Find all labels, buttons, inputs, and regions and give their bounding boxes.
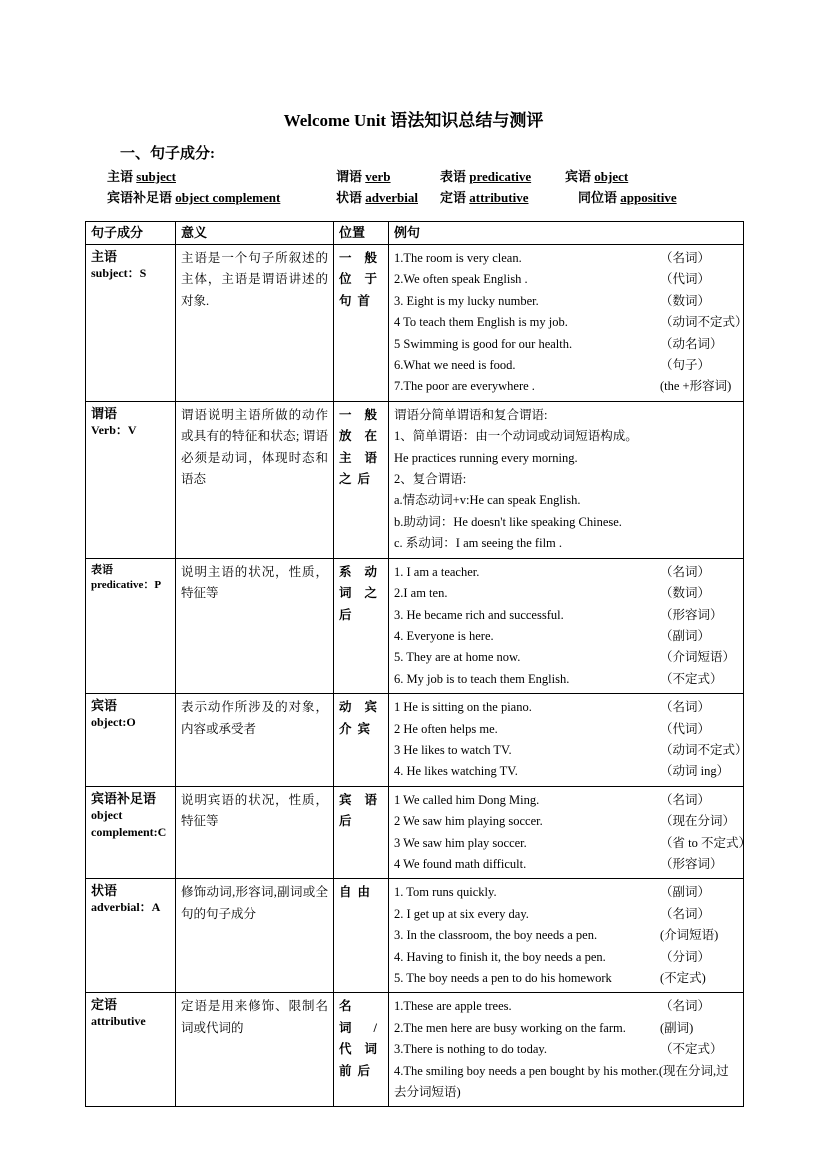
table-row xyxy=(86,879,744,993)
example-note: （省 to 不定式） xyxy=(660,835,751,850)
example-line xyxy=(394,647,738,668)
position-cell: 动宾介宾 xyxy=(334,694,389,787)
example-sentence: 3 We saw him play soccer. xyxy=(394,835,527,850)
meaning-cell: 表示动作所涉及的对象，内容或承受者 xyxy=(176,694,334,787)
example-line xyxy=(394,882,738,903)
example-sentence: c. 系动词：I am seeing the film . xyxy=(394,536,563,551)
example-sentence: 4 We found math difficult. xyxy=(394,856,527,871)
grammar-table xyxy=(85,221,751,1107)
example-line xyxy=(394,490,738,511)
example-line xyxy=(394,697,738,718)
example-sentence: 2. I get up at six every day. xyxy=(394,906,529,921)
examples-cell xyxy=(389,879,744,993)
component-name-en: subject：S xyxy=(91,266,147,280)
example-sentence: 2 We saw him playing soccer. xyxy=(394,814,543,829)
example-line xyxy=(394,376,738,397)
meaning-cell: 说明宾语的状况，性质，特征等 xyxy=(176,786,334,879)
examples-cell xyxy=(389,245,748,402)
table-row xyxy=(86,558,744,693)
example-sentence: a.情态动词+v:He can speak English. xyxy=(394,493,581,508)
example-line xyxy=(394,1039,738,1060)
example-note: (介词短语) xyxy=(660,928,719,943)
component-cell xyxy=(86,879,176,993)
example-line xyxy=(394,1061,738,1104)
example-sentence: 6.What we need is food. xyxy=(394,358,516,373)
example-line xyxy=(394,669,738,690)
example-note: （不定式） xyxy=(660,671,723,686)
table-header-row xyxy=(86,222,744,245)
example-note: （数词） xyxy=(660,293,711,308)
position-cell: 自由 xyxy=(334,879,389,993)
example-sentence: 2.We often speak English . xyxy=(394,272,528,287)
example-note: (副词) xyxy=(660,1020,694,1035)
example-sentence: 4.The smiling boy needs a pen bought by his mother.(现在分词,过去分词短语) xyxy=(394,1063,729,1100)
example-line xyxy=(394,1018,738,1039)
example-line xyxy=(394,583,738,604)
example-note: （名词） xyxy=(660,564,711,579)
term-object-complement: 宾语补足语 object complement xyxy=(107,190,281,205)
example-sentence: 4 To teach them English is my job. xyxy=(394,315,568,330)
component-name-zh: 主语 xyxy=(91,249,118,264)
example-sentence: 7.The poor are everywhere . xyxy=(394,379,535,394)
component-name-en: predicative：P xyxy=(91,578,162,591)
table-row xyxy=(86,694,744,787)
example-line xyxy=(394,405,738,426)
example-note: （名词） xyxy=(660,700,711,715)
example-note: （名词） xyxy=(660,906,711,921)
component-name-en: Verb：V xyxy=(91,422,137,437)
examples-cell xyxy=(389,558,744,693)
example-line xyxy=(394,833,751,854)
component-cell xyxy=(86,694,176,787)
example-line xyxy=(394,761,738,782)
example-sentence: 谓语分简单谓语和复合谓语: xyxy=(394,407,548,422)
component-name-zh: 状语 xyxy=(91,883,118,899)
example-sentence: 3. Eight is my lucky number. xyxy=(394,293,539,308)
example-line xyxy=(394,996,738,1017)
term-attributive: 定语 attributive xyxy=(440,190,529,205)
example-note: （代词） xyxy=(660,272,711,287)
example-note: (the +形容词) xyxy=(660,379,732,394)
example-line xyxy=(394,562,738,583)
term-predicative: 表语 predicative xyxy=(440,169,532,184)
example-line xyxy=(394,925,738,946)
meaning-cell: 主语是一个句子所叙述的主体，主语是谓语讲述的对象. xyxy=(176,245,334,402)
example-sentence: 3.There is nothing to do today. xyxy=(394,1042,547,1057)
example-note: （现在分词） xyxy=(660,814,736,829)
component-name-en: object complement:C xyxy=(91,807,167,839)
component-cell xyxy=(86,558,176,693)
example-note: （介词短语） xyxy=(660,650,736,665)
example-line xyxy=(394,355,738,376)
example-note: （副词） xyxy=(660,885,711,900)
example-line xyxy=(394,719,738,740)
example-line xyxy=(394,533,738,554)
example-sentence: 1.The room is very clean. xyxy=(394,251,522,265)
position-cell: 名词/代词前后 xyxy=(334,993,389,1107)
example-line xyxy=(394,947,738,968)
example-line xyxy=(394,269,738,290)
example-sentence: 6. My job is to teach them English. xyxy=(394,671,570,686)
example-note: (不定式) xyxy=(660,971,706,985)
examples-cell xyxy=(389,993,744,1107)
example-note: （名词） xyxy=(660,251,711,265)
example-line xyxy=(394,512,738,533)
example-note: （名词） xyxy=(660,792,711,807)
example-sentence: b.助动词：He doesn't like speaking Chinese. xyxy=(394,514,622,529)
example-note: （动词 ing） xyxy=(660,764,730,779)
term-adverbial: 状语 adverbial xyxy=(336,190,418,205)
meaning-cell: 修饰动词,形容词,副词或全句的句子成分 xyxy=(176,879,334,993)
header-component: 句子成分 xyxy=(86,222,176,245)
position-cell: 一般位于句首 xyxy=(334,245,389,402)
example-note: （句子） xyxy=(660,358,711,373)
example-line xyxy=(394,904,738,925)
examples-cell xyxy=(389,401,744,558)
term-object: 宾语 object xyxy=(565,169,629,184)
example-line xyxy=(394,790,738,811)
example-note: （动词不定式） xyxy=(660,315,748,330)
example-sentence: 3 He likes to watch TV. xyxy=(394,742,512,757)
example-sentence: 1、简单谓语：由一个动词或动词短语构成。 xyxy=(394,429,638,444)
example-note: （数词） xyxy=(660,586,711,601)
example-sentence: 1. Tom runs quickly. xyxy=(394,885,497,900)
example-note: （形容词） xyxy=(660,856,723,871)
component-name-zh: 表语 xyxy=(91,563,113,576)
example-line xyxy=(394,968,738,989)
component-name-zh: 宾语补足语 xyxy=(91,790,157,806)
example-note: （名词） xyxy=(660,999,711,1014)
example-sentence: 2.The men here are busy working on the farm. xyxy=(394,1020,626,1035)
meaning-cell: 谓语说明主语所做的动作或具有的特征和状态; 谓语必须是动词，体现时态和语态 xyxy=(176,401,334,558)
example-sentence: 1 We called him Dong Ming. xyxy=(394,792,540,807)
example-line xyxy=(394,426,738,447)
section-heading: 一、句子成分: xyxy=(120,146,215,162)
example-sentence: 1 He is sitting on the piano. xyxy=(394,700,532,715)
example-note: （形容词） xyxy=(660,607,723,622)
example-line xyxy=(394,605,738,626)
document-title: Welcome Unit 语法知识总结与测评 xyxy=(283,111,544,130)
example-sentence: 5. The boy needs a pen to do his homework xyxy=(394,971,612,985)
example-sentence: 4. Having to finish it, the boy needs a pen. xyxy=(394,949,606,964)
component-cell xyxy=(86,401,176,558)
term-subject: 主语 subject xyxy=(107,169,176,184)
header-meaning: 意义 xyxy=(176,222,334,245)
example-sentence: He practices running every morning. xyxy=(394,450,578,465)
position-cell: 一般放在主语之后 xyxy=(334,401,389,558)
example-note: （分词） xyxy=(660,949,711,964)
examples-cell xyxy=(389,786,751,879)
component-name-en: adverbial：A xyxy=(91,900,161,915)
example-sentence: 4. He likes watching TV. xyxy=(394,764,518,779)
position-cell: 系动词之后 xyxy=(334,558,389,693)
example-sentence: 2、复合谓语: xyxy=(394,472,467,487)
example-line xyxy=(394,811,738,832)
example-line xyxy=(394,626,738,647)
example-sentence: 2 He often helps me. xyxy=(394,721,498,736)
example-sentence: 1. I am a teacher. xyxy=(394,564,480,579)
table-row xyxy=(86,993,744,1107)
component-cell xyxy=(86,993,176,1107)
component-cell xyxy=(86,786,176,879)
example-line xyxy=(394,248,738,269)
example-sentence: 5 Swimming is good for our health. xyxy=(394,336,573,351)
meaning-cell: 定语是用来修饰、限制名词或代词的 xyxy=(176,993,334,1107)
header-position: 位置 xyxy=(334,222,389,245)
example-note: （动词不定式） xyxy=(660,742,748,757)
examples-cell xyxy=(389,694,748,787)
component-cell xyxy=(86,245,176,402)
example-sentence: 5. They are at home now. xyxy=(394,650,521,665)
example-sentence: 3. He became rich and successful. xyxy=(394,607,564,622)
example-line xyxy=(394,334,738,355)
example-note: （副词） xyxy=(660,628,711,643)
example-note: （不定式） xyxy=(660,1042,723,1057)
component-name-en: attributive xyxy=(91,1014,146,1029)
component-name-zh: 定语 xyxy=(91,997,118,1013)
component-name-zh: 谓语 xyxy=(91,405,118,421)
example-line xyxy=(394,740,748,761)
example-sentence: 1.These are apple trees. xyxy=(394,999,512,1014)
term-appositive: 同位语 appositive xyxy=(578,190,677,205)
example-line xyxy=(394,291,738,312)
example-note: （动名词） xyxy=(660,336,723,351)
example-sentence: 3. In the classroom, the boy needs a pen. xyxy=(394,928,598,943)
table-row xyxy=(86,786,744,879)
component-name-en: object:O xyxy=(91,715,136,730)
table-row xyxy=(86,401,744,558)
meaning-cell: 说明主语的状况，性质，特征等 xyxy=(176,558,334,693)
example-note: （代词） xyxy=(660,721,711,736)
example-sentence: 4. Everyone is here. xyxy=(394,628,494,643)
position-cell: 宾语后 xyxy=(334,786,389,879)
example-line xyxy=(394,312,748,333)
table-row xyxy=(86,245,744,402)
component-name-zh: 宾语 xyxy=(91,698,118,714)
example-line xyxy=(394,469,738,490)
term-verb: 谓语 verb xyxy=(336,169,391,184)
example-sentence: 2.I am ten. xyxy=(394,586,448,601)
example-line xyxy=(394,448,738,469)
example-line xyxy=(394,854,738,875)
header-examples: 例句 xyxy=(389,222,744,245)
